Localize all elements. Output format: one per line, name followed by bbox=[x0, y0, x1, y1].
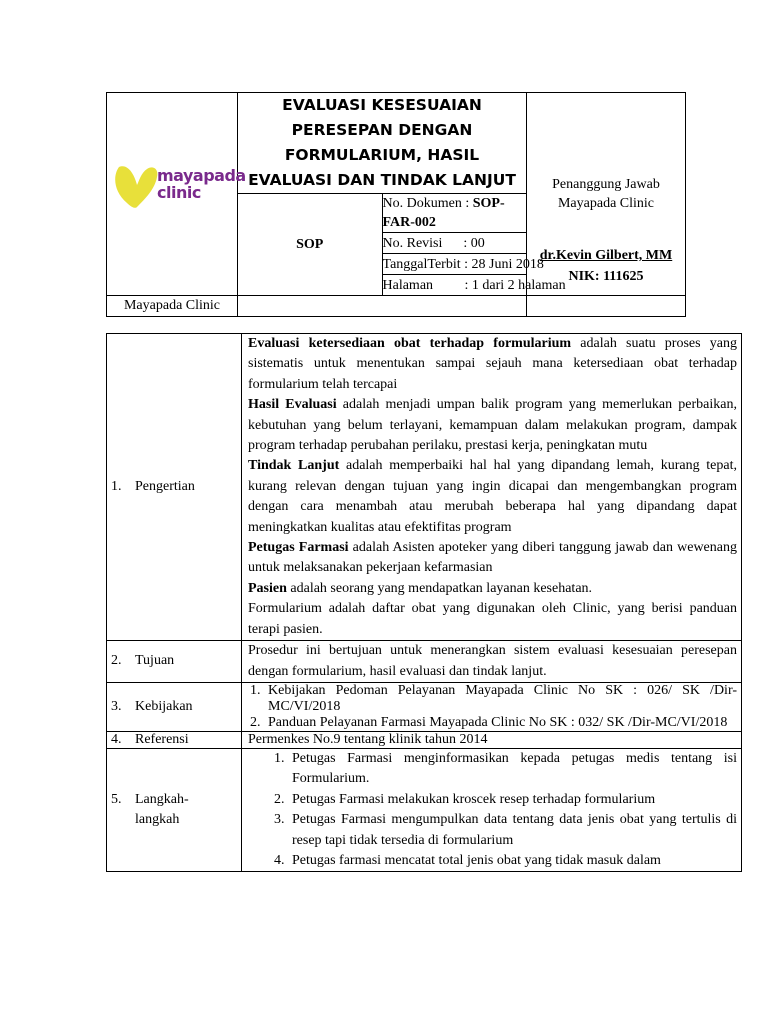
section-label-pengertian bbox=[107, 334, 242, 641]
document-number-label: No. Dokumen : bbox=[382, 196, 473, 211]
title-line: PERESEPAN DENGAN bbox=[291, 121, 473, 139]
definition-term: Petugas Farmasi bbox=[248, 540, 349, 556]
section-body-referensi: Permenkes No.9 tentang klinik tahun 2014 bbox=[242, 731, 742, 748]
list-item: 3. Petugas Farmasi mengumpulkan data tentang data jenis obat yang tertulis di resep tapi tidak tersedia di formularium bbox=[288, 810, 737, 851]
steps-list bbox=[244, 749, 737, 871]
section-number: 2. bbox=[111, 653, 122, 669]
page-count bbox=[382, 275, 566, 296]
issue-date-text: TanggalTerbit : 28 Juni 2018 bbox=[382, 256, 544, 272]
section-title-cont: langkah bbox=[135, 812, 180, 828]
list-item: 1. Kebijakan Pedoman Pelayanan Mayapada Clinic No SK : 026/ SK /Dir-MC/VI/2018 bbox=[264, 683, 737, 715]
definition-text: adalah seorang yang mendapatkan layanan kesehatan. bbox=[286, 580, 593, 596]
clinic-name: Mayapada Clinic bbox=[107, 296, 238, 317]
table-row bbox=[107, 748, 742, 871]
table-row bbox=[107, 641, 742, 683]
section-body-tujuan: Prosedur ini bertujuan untuk menerangkan sistem evaluasi kesesuaian peresepan dengan formularium, hasil evaluasi dan tindak lanjut. bbox=[242, 641, 742, 683]
definition-term: Hasil Evaluasi bbox=[248, 397, 337, 413]
document-title bbox=[238, 93, 527, 194]
responsible-cell bbox=[527, 93, 686, 296]
policy-list bbox=[244, 683, 737, 731]
title-line: EVALUASI DAN TINDAK LANJUT bbox=[248, 171, 516, 189]
section-label-langkah bbox=[107, 748, 242, 871]
heart-leaf-icon bbox=[111, 161, 161, 211]
responsible-name: dr.Kevin Gilbert, MM bbox=[539, 248, 673, 263]
table-row bbox=[107, 731, 742, 748]
section-number: 4. bbox=[111, 731, 122, 747]
responsible-label: Penanggung Jawab bbox=[552, 177, 660, 192]
logo-word-clinic: clinic bbox=[157, 183, 201, 202]
section-body-langkah bbox=[242, 748, 742, 871]
list-item: 4. Petugas farmasi mencatat total jenis obat yang tidak masuk dalam bbox=[288, 851, 737, 871]
section-number: 1. bbox=[111, 478, 122, 494]
section-title: Tujuan bbox=[135, 653, 175, 669]
sop-label: SOP bbox=[238, 194, 383, 296]
logo-cell bbox=[107, 93, 246, 296]
table-row bbox=[107, 682, 742, 731]
revision-number bbox=[382, 233, 527, 254]
definition-paragraph bbox=[248, 395, 737, 456]
definition-text: adalah menjadi umpan balik program yang memerlukan perbaikan, kebutuhan yang belum terlayani, kemampuan dalam melakukan program, dampak program terhadap perubahan perilaku, prestasi kerja, peningkatan mutu bbox=[248, 397, 737, 454]
section-number: 5. bbox=[111, 791, 122, 807]
section-title: Kebijakan bbox=[135, 698, 193, 714]
revision-text: No. Revisi : 00 bbox=[382, 235, 485, 251]
responsible-signature bbox=[527, 245, 685, 287]
section-number: 3. bbox=[111, 698, 122, 714]
logo-word-mayapada: mayapada bbox=[157, 166, 246, 185]
table-row bbox=[107, 334, 742, 641]
title-line: EVALUASI KESESUAIAN bbox=[282, 96, 482, 114]
mayapada-clinic-logo bbox=[111, 159, 246, 215]
section-title: Langkah- bbox=[135, 791, 189, 807]
section-label-kebijakan bbox=[107, 682, 242, 731]
definition-paragraph bbox=[248, 538, 737, 579]
issue-date bbox=[382, 254, 544, 275]
definition-term: Tindak Lanjut bbox=[248, 458, 340, 474]
content-table bbox=[106, 333, 742, 872]
responsible-nik: NIK: 111625 bbox=[568, 269, 644, 284]
sop-header bbox=[106, 92, 686, 313]
definition-paragraph: Formularium adalah daftar obat yang digunakan oleh Clinic, yang berisi panduan terapi pasien. bbox=[248, 601, 737, 637]
page-count-text: Halaman : 1 dari 2 halaman bbox=[382, 277, 566, 293]
definition-term: Evaluasi ketersediaan obat terhadap formularium bbox=[248, 336, 572, 351]
document-number-value: SOP-FAR-002 bbox=[382, 196, 505, 230]
logo-wordmark bbox=[157, 167, 246, 201]
empty-cell bbox=[238, 296, 527, 317]
sop-content bbox=[106, 333, 742, 872]
definition-text: adalah Asisten apoteker yang diberi tanggung jawab dan wewenang untuk melaksanakan pekerjaan kefarmasian bbox=[248, 540, 737, 576]
section-label-referensi bbox=[107, 731, 242, 748]
section-label-tujuan bbox=[107, 641, 242, 683]
list-item: 2. Petugas Farmasi melakukan kroscek resep terhadap formularium bbox=[288, 790, 737, 810]
definition-text: adalah memperbaiki hal hal yang dipandang lemah, kurang tepat, kurang relevan dengan tujuan yang ingin dicapai dan mengembangkan program dengan cara menambah atau merubah beberapa hal yang dipandang dapat meningkatkan kualitas atau efektifitas program bbox=[248, 458, 738, 535]
list-item: 1. Petugas Farmasi menginformasikan kepada petugas medis tentang isi Formularium. bbox=[288, 749, 737, 790]
section-body-kebijakan bbox=[242, 682, 742, 731]
definition-paragraph bbox=[248, 456, 737, 538]
section-title: Referensi bbox=[135, 731, 189, 747]
definition-paragraph bbox=[248, 334, 737, 395]
list-item: 2. Panduan Pelayanan Farmasi Mayapada Clinic No SK : 032/ SK /Dir-MC/VI/2018 bbox=[264, 715, 737, 731]
definition-paragraph bbox=[248, 579, 737, 599]
responsible-org: Mayapada Clinic bbox=[557, 196, 655, 211]
section-body-pengertian bbox=[242, 334, 742, 641]
definition-text: adalah suatu proses yang sistematis untuk menentukan sampai sejauh mana ketersediaan obat terhadap formularium telah tercapai bbox=[248, 336, 737, 392]
section-title: Pengertian bbox=[135, 478, 195, 494]
title-line: FORMULARIUM, HASIL bbox=[284, 146, 480, 164]
header-table bbox=[106, 92, 686, 317]
document-number bbox=[382, 194, 527, 233]
definition-term: Pasien bbox=[248, 580, 287, 596]
empty-cell bbox=[527, 296, 686, 317]
